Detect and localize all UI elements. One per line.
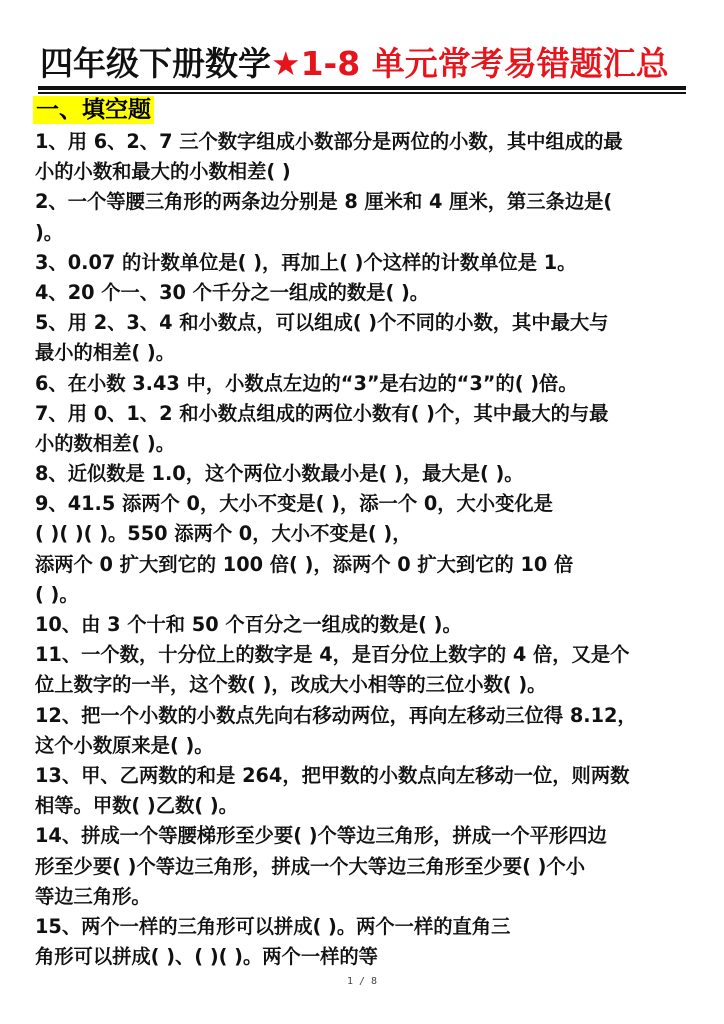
question-line: 5、用 2、3、4 和小数点，可以组成( )个不同的小数，其中最大与 [35,311,609,335]
star-icon: ★ [271,44,301,83]
question-line: 2、一个等腰三角形的两条边分别是 8 厘米和 4 厘米，第三条边是( [35,190,613,214]
question-14 [35,821,695,912]
question-5 [35,308,695,368]
question-line: 11、一个数，十分位上的数字是 4，是百分位上数字的 4 倍，又是个 [35,643,630,667]
question-2 [35,187,695,247]
question-line: )。 [35,220,64,244]
question-line: 7、用 0、1、2 和小数点组成的两位小数有( )个，其中最大的与最 [35,401,609,425]
question-15 [35,912,695,972]
question-line: 角形可以拼成( )、( )( )。两个一样的等 [35,945,378,969]
question-line: 位上数字的一半，这个数( )，改成大小相等的三位小数( )。 [35,673,547,697]
question-line: 最小的相差( )。 [35,341,176,365]
question-7 [35,399,695,459]
question-1 [35,127,695,187]
question-line: 小的数相差( )。 [35,431,176,455]
question-line: 相等。甲数( )乙数( )。 [35,794,238,818]
question-13 [35,761,695,821]
question-line: ( )( )( )。550 添两个 0，大小不变是( )， [35,522,412,546]
question-line: 形至少要( )个等边三角形，拼成一个大等边三角形至少要( )个小 [35,854,585,878]
title-underline-thin [38,92,686,94]
question-line: 15、两个一样的三角形可以拼成( )。两个一样的直角三 [35,914,511,938]
question-line: 添两个 0 扩大到它的 100 倍( )，添两个 0 扩大到它的 10 倍 [35,552,574,576]
question-6 [35,369,695,399]
title-highlight: 1-8 单元常考易错题汇总 [300,44,669,83]
section-heading: 一、填空题 [33,96,154,124]
question-list [35,127,695,972]
question-9 [35,489,695,610]
question-11 [35,640,695,700]
question-line: 9、41.5 添两个 0，大小不变是( )，添一个 0，大小变化是 [35,492,553,516]
document-title [40,44,690,84]
question-line: 12、把一个小数的小数点先向右移动两位，再向左移动三位得 8.12， [35,703,637,727]
question-line: 等边三角形。 [35,884,151,908]
question-line: ( )。 [35,582,79,606]
question-line: 13、甲、乙两数的和是 264，把甲数的小数点向左移动一位，则两数 [35,763,630,787]
page-indicator: 1 / 8 [346,976,378,987]
question-line: 6、在小数 3.43 中，小数点左边的“3”是右边的“3”的( )倍。 [35,371,578,395]
question-10 [35,610,695,640]
question-4 [35,278,695,308]
question-line: 3、0.07 的计数单位是( )，再加上( )个这样的计数单位是 1。 [35,250,577,274]
question-12 [35,701,695,761]
question-8 [35,459,695,489]
question-line: 这个小数原来是( )。 [35,733,214,757]
question-line: 4、20 个一、30 个千分之一组成的数是( )。 [35,280,430,304]
question-line: 8、近似数是 1.0，这个两位小数最小是( )，最大是( )。 [35,462,524,486]
question-line: 14、拼成一个等腰梯形至少要( )个等边三角形，拼成一个平形四边 [35,824,607,848]
question-3 [35,248,695,278]
question-line: 1、用 6、2、7 三个数字组成小数部分是两位的小数，其中组成的最 [35,130,623,153]
title-underline-thick [38,86,686,90]
question-line: 小的小数和最大的小数相差( ) [35,160,291,184]
question-line: 10、由 3 个十和 50 个百分之一组成的数是( )。 [35,613,462,636]
title-main: 四年级下册数学 [40,44,271,83]
